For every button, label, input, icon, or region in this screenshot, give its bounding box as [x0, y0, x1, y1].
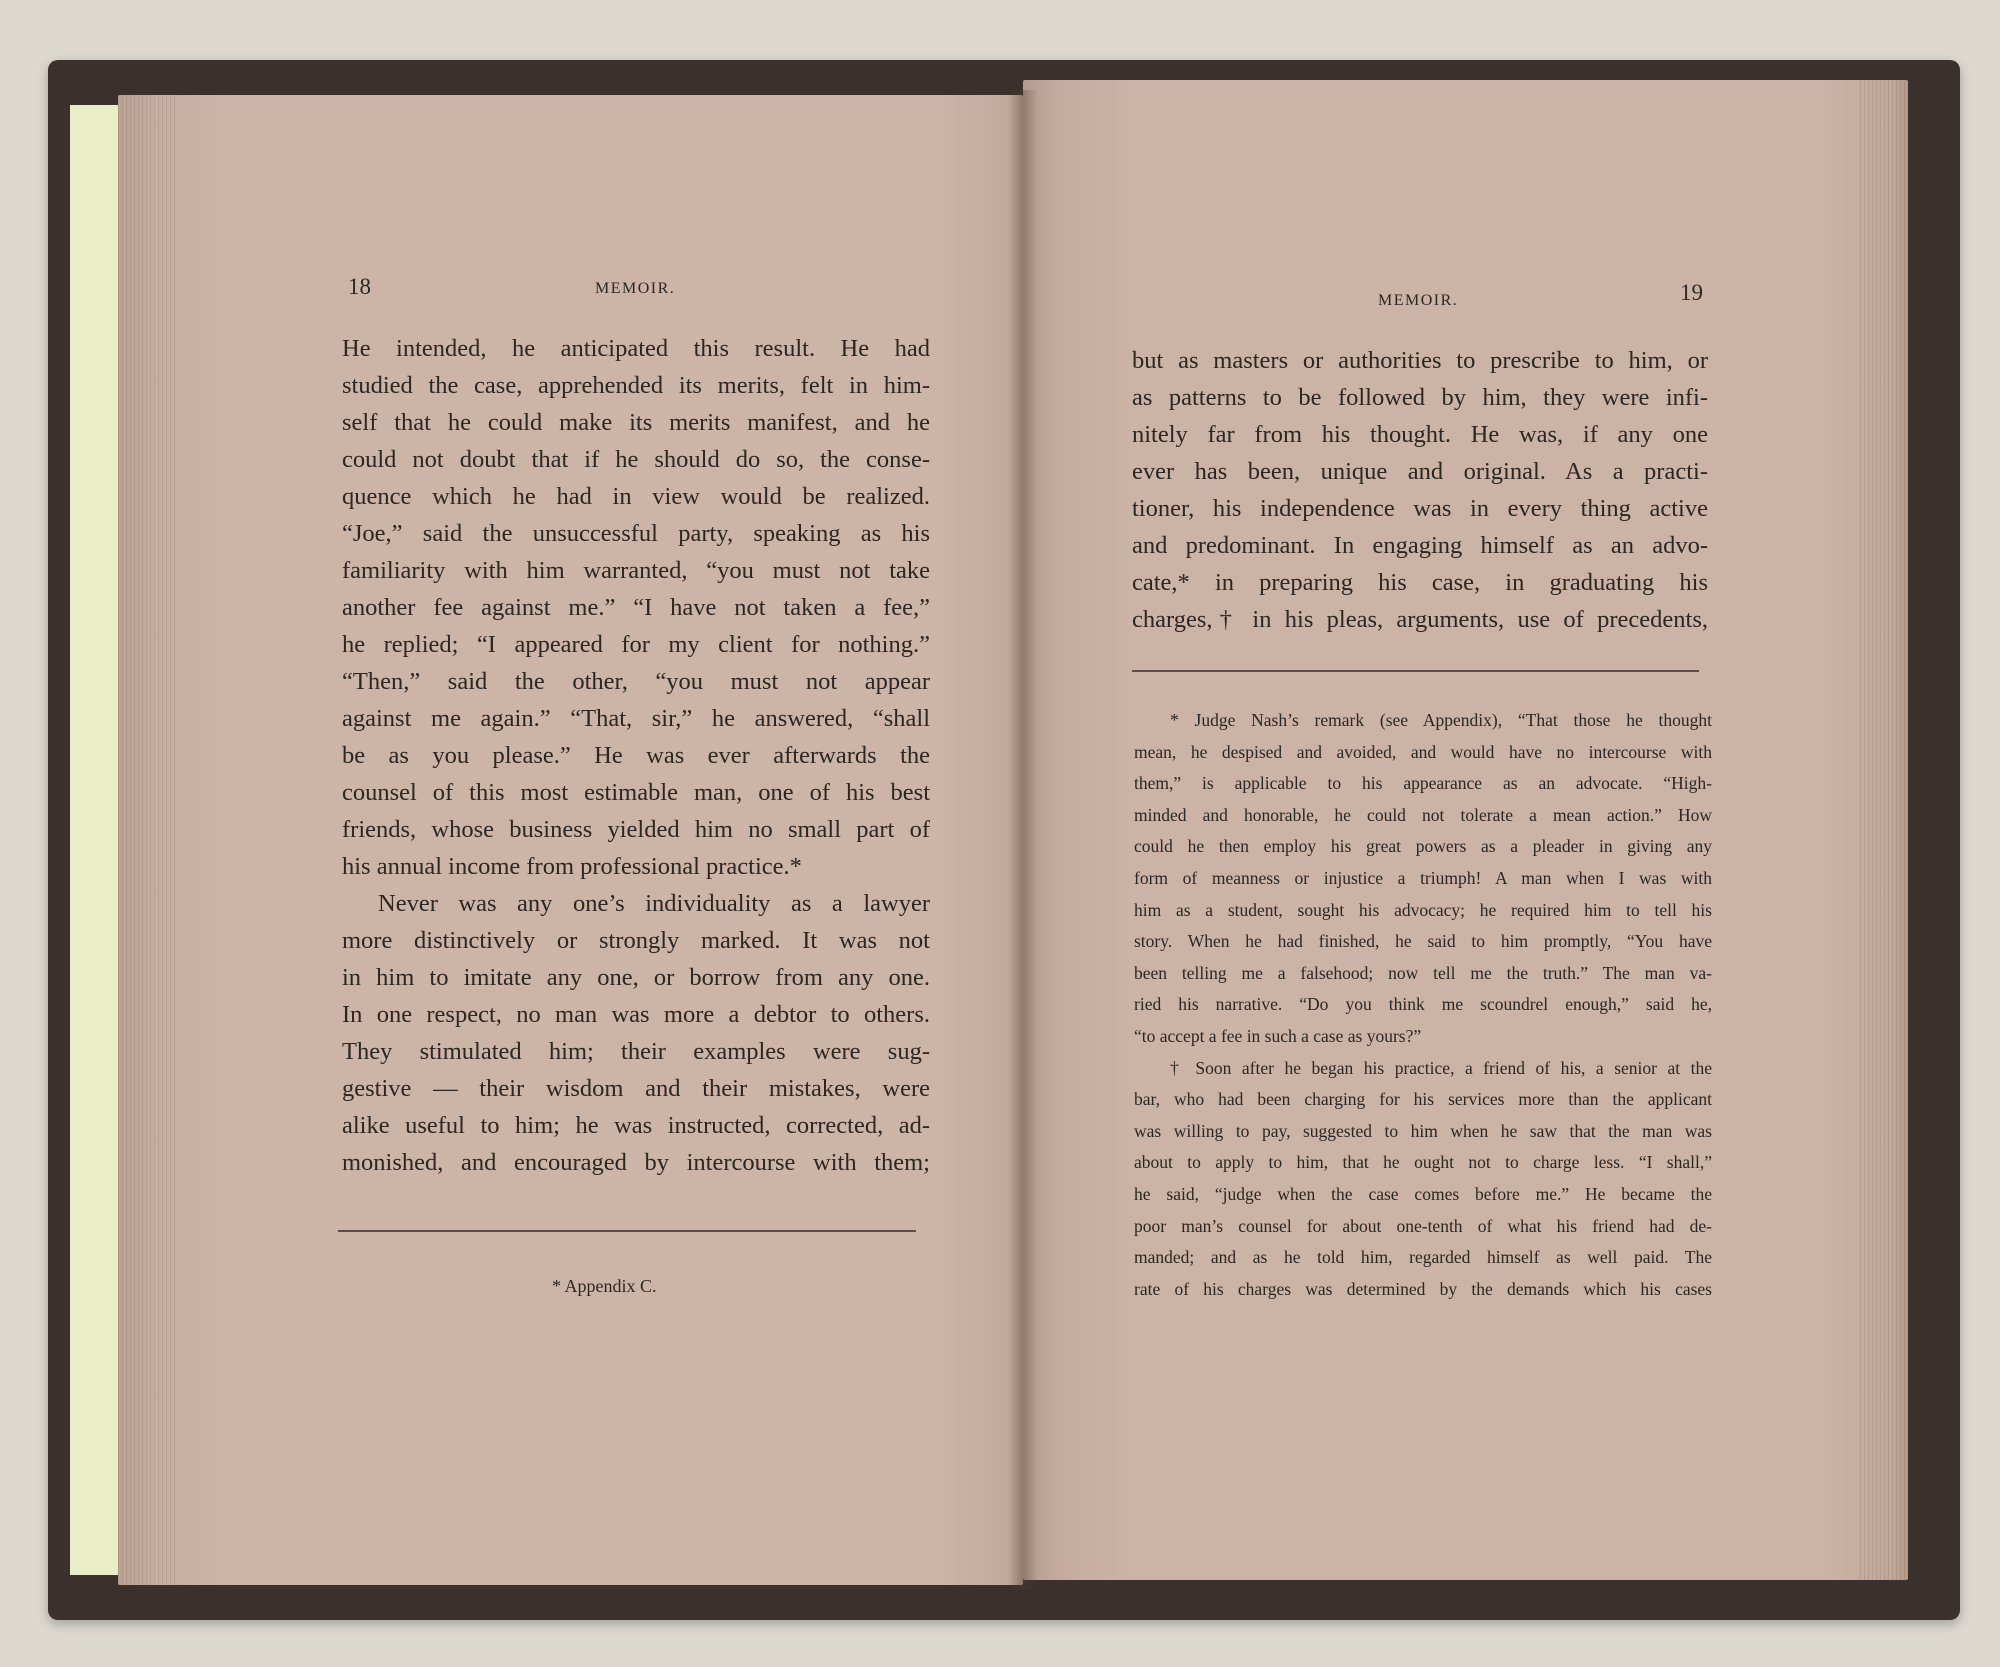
footnote-line: form of meanness or injustice a triumph! A man when I was with: [1134, 867, 1712, 888]
text-line: Never was any one’s individuality as a lawyer: [378, 890, 930, 917]
text-line: he replied; “I appeared for my client for nothing.”: [342, 631, 930, 658]
footnote-line: them,” is applicable to his appearance as an advocate. “High-: [1134, 773, 1712, 794]
text-line: ever has been, unique and original. As a practi-: [1132, 458, 1708, 485]
text-line: his annual income from professional practice.*: [342, 853, 802, 880]
text-line: self that he could make its merits manifest, and he: [342, 409, 930, 436]
text-line: alike useful to him; he was instructed, corrected, ad-: [342, 1112, 930, 1139]
footnote-line: manded; and as he told him, regarded himself as well paid. The: [1134, 1247, 1712, 1268]
text-line: another fee against me.” “I have not taken a fee,”: [342, 594, 930, 621]
footnote-line: minded and honorable, he could not tolerate a mean action.” How: [1134, 804, 1712, 825]
footnote-line: story. When he had finished, he said to him promptly, “You have: [1134, 931, 1712, 952]
text-line: nitely far from his thought. He was, if any one: [1132, 421, 1708, 448]
text-line: in him to imitate any one, or borrow from any one.: [342, 964, 930, 991]
text-line: gestive — their wisdom and their mistakes, were: [342, 1075, 930, 1102]
text-line: “Then,” said the other, “you must not appear: [342, 668, 930, 695]
text-line: as patterns to be followed by him, they were infi-: [1132, 384, 1708, 411]
footnote-line: mean, he despised and avoided, and would have no intercourse with: [1134, 741, 1712, 762]
right-page-number: 19: [1680, 280, 1703, 305]
text-line: be as you please.” He was ever afterwards the: [342, 742, 930, 769]
right-page-edges: [1860, 80, 1908, 1580]
text-line: could not doubt that if he should do so, the conse-: [342, 446, 930, 473]
right-footnotes: [1134, 705, 1712, 1305]
right-running-head: MEMOIR.: [1378, 292, 1459, 309]
left-footnote: * Appendix C.: [552, 1276, 657, 1296]
text-line: and predominant. In engaging himself as an advo-: [1132, 532, 1708, 559]
text-line: charges,† in his pleas, arguments, use of precedents,: [1132, 606, 1708, 633]
footnote-line: “to accept a fee in such a case as yours?”: [1134, 1025, 1422, 1046]
left-page-edges: [118, 95, 178, 1585]
footnote-line: poor man’s counsel for about one-tenth of what his friend had de-: [1134, 1215, 1712, 1236]
footnote-line: been telling me a falsehood; now tell me the truth.” The man va-: [1134, 962, 1712, 983]
footnote-line: * Judge Nash’s remark (see Appendix), “That those he thought: [1170, 710, 1712, 730]
footnote-rule: [1132, 670, 1699, 672]
footnote-line: him as a student, sought his advocacy; he required him to tell his: [1134, 899, 1712, 920]
text-line: quence which he had in view would be realized.: [342, 483, 930, 510]
footnote-line: could he then employ his great powers as a pleader in giving any: [1134, 836, 1712, 857]
right-body-text: [1132, 342, 1708, 638]
footnote-rule: [338, 1230, 916, 1232]
text-line: against me again.” “That, sir,” he answered, “shall: [342, 705, 930, 732]
text-line: monished, and encouraged by intercourse with them;: [342, 1149, 930, 1176]
text-line: tioner, his independence was in every thing active: [1132, 495, 1708, 522]
footnote-line: bar, who had been charging for his services more than the applicant: [1134, 1089, 1712, 1110]
text-line: counsel of this most estimable man, one of his best: [342, 779, 930, 806]
left-running-head: MEMOIR.: [595, 280, 676, 297]
text-line: friends, whose business yielded him no small part of: [342, 816, 930, 843]
text-line: familiarity with him warranted, “you must not take: [342, 557, 930, 584]
text-line: “Joe,” said the unsuccessful party, speaking as his: [342, 520, 930, 547]
text-line: studied the case, apprehended its merits, felt in him-: [342, 372, 930, 399]
text-line: In one respect, no man was more a debtor to others.: [342, 1001, 930, 1028]
text-line: cate,* in preparing his case, in graduating his: [1132, 569, 1708, 596]
text-line: more distinctively or strongly marked. It was not: [342, 927, 930, 954]
book-gutter: [1008, 90, 1038, 1590]
left-body-text: [342, 330, 930, 1181]
footnote-line: about to apply to him, that he ought not to charge less. “I shall,”: [1134, 1152, 1712, 1173]
text-line: but as masters or authorities to prescribe to him, or: [1132, 347, 1708, 374]
text-line: They stimulated him; their examples were sug-: [342, 1038, 930, 1065]
footnote-line: † Soon after he began his practice, a friend of his, a senior at the: [1170, 1057, 1712, 1078]
left-page-number: 18: [348, 274, 371, 299]
text-line: He intended, he anticipated this result. He had: [342, 335, 930, 362]
footnote-line: was willing to pay, suggested to him when he saw that the man was: [1134, 1120, 1712, 1141]
footnote-line: rate of his charges was determined by the demands which his cases: [1134, 1278, 1712, 1299]
footnote-line: ried his narrative. “Do you think me scoundrel enough,” said he,: [1134, 994, 1712, 1015]
footnote-line: he said, “judge when the case comes before me.” He became the: [1134, 1183, 1712, 1204]
